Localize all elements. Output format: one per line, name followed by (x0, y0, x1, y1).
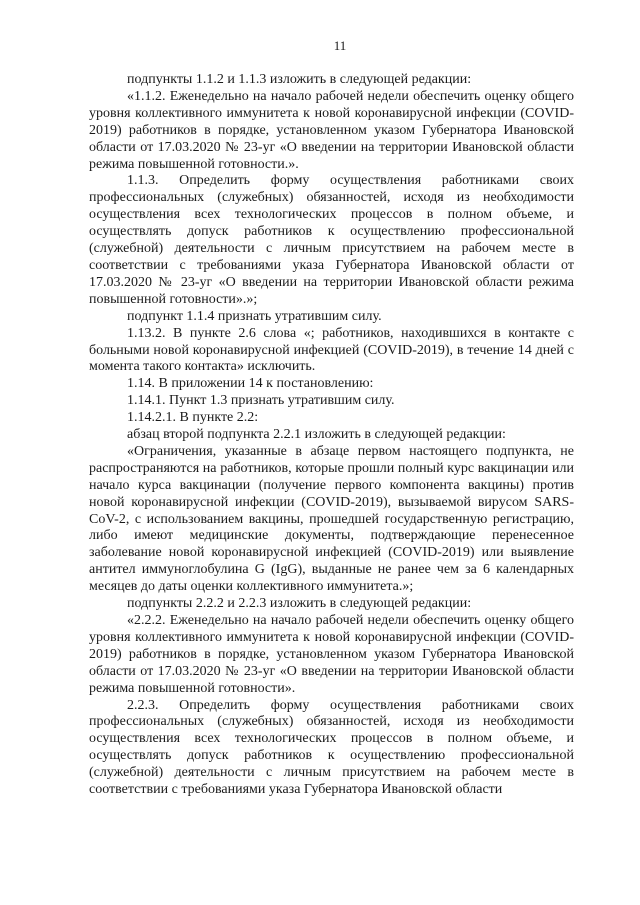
paragraph: подпункты 2.2.2 и 2.2.3 изложить в следующей редакции: (127, 596, 472, 612)
paragraph: 1.1.3. Определить форму осуществления работниками своих профессиональных (служебных) обязанностей, исходя из необходимости осуществления всех технологических процессов в полном объеме, и осуществлять допуск работников к осуществлению профессиональной (служебной) деятельности с личным присутствием на рабочем месте в соответствии с требованиями указа Губернатора Ивановской области от 17.03.2020 № 23-уг «О введении на территории Ивановской области режима повышенной готовности».»; (89, 173, 574, 307)
paragraph: 1.14. В приложении 14 к постановлению: (127, 376, 374, 392)
paragraph: «Ограничения, указанные в абзаце первом настоящего подпункта, не распространяются на работников, которые прошли полный курс вакцинации или начало курса вакцинации (получение первого компонента вакцины) против новой коронавирусной инфекции (COVID-2019), вызываемой вирусом SARS-CoV-2, с использованием вакцины, прошедшей государственную регистрацию, либо имеют медицинские документы, подтверждающие перенесенное заболевание новой коронавирусной инфекцией (COVID-2019) или выявление антител иммуноглобулина G (IgG), выданные не ранее чем за 6 календарных месяцев до даты оценки коллективного иммунитета.»; (89, 443, 574, 595)
paragraph: 1.13.2. В пункте 2.6 слова «; работников, находившихся в контакте с больными новой коронавирусной инфекцией (COVID-2019), в течение 14 дней с момента такого контакта» исключить. (89, 325, 574, 375)
page-number: 11 (333, 38, 347, 53)
paragraph: 2.2.3. Определить форму осуществления работниками своих профессиональных (служебных) обязанностей, исходя из необходимости осуществления всех технологических процессов в полном объеме, и осуществлять допуск работников к осуществлению профессиональной (служебной) деятельности с личным присутствием на рабочем месте в соответствии с требованиями указа Губернатора Ивановской области (89, 697, 574, 798)
paragraph: 1.14.1. Пункт 1.3 признать утратившим силу. (127, 393, 395, 409)
paragraph: абзац второй подпункта 2.2.1 изложить в следующей редакции: (127, 427, 506, 443)
paragraph: подпункты 1.1.2 и 1.1.3 изложить в следующей редакции: (127, 72, 472, 87)
paragraph: 1.14.2.1. В пункте 2.2: (127, 410, 259, 426)
paragraph: «1.1.2. Еженедельно на начало рабочей недели обеспечить оценку общего уровня коллективного иммунитета к новой коронавирусной инфекции (COVID-2019) работников в порядке, установленном указом Губернатора Ивановской области от 17.03.2020 № 23-уг «О введении на территории Ивановской области режима повышенной готовности.». (89, 88, 574, 172)
paragraph: «2.2.2. Еженедельно на начало рабочей недели обеспечить оценку общего уровня коллективного иммунитета к новой коронавирусной инфекции (COVID-2019) работников в порядке, установленном указом Губернатора Ивановской области от 17.03.2020 № 23-уг «О введении на территории Ивановской области режима повышенной готовности». (89, 613, 574, 696)
paragraph: подпункт 1.1.4 признать утратившим силу. (127, 308, 382, 324)
document-body (89, 72, 574, 799)
